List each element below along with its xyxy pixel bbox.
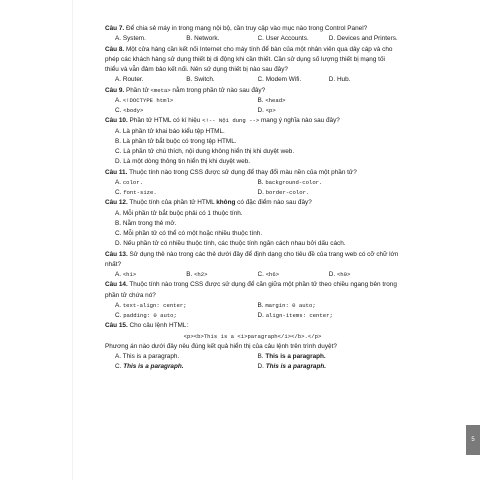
answer-options: [105, 270, 400, 280]
option-code: <h0>: [336, 271, 351, 278]
option-label: D.: [257, 363, 264, 371]
option-label: A.: [115, 76, 122, 84]
question-block: [105, 45, 400, 86]
option-text: Hub.: [336, 76, 351, 84]
option-label: A.: [115, 271, 122, 278]
answer-option: [115, 219, 400, 229]
option-text: Là phần tử khai báo kiểu tệp HTML.: [122, 127, 225, 135]
question-number: Câu 14.: [105, 281, 128, 289]
question-block: [105, 168, 400, 199]
option-text: This is a paragraph.: [265, 353, 326, 360]
question-block: [105, 24, 400, 45]
option-label: C.: [115, 312, 122, 319]
answer-option: [115, 127, 400, 137]
question-stem: [105, 45, 400, 76]
option-label: B.: [186, 35, 193, 43]
answer-option: [186, 270, 257, 280]
answer-options: [105, 75, 400, 85]
answer-option: [258, 75, 329, 85]
option-label: D.: [115, 158, 122, 166]
option-label: A.: [115, 127, 122, 135]
answer-option: [115, 362, 258, 372]
option-label: A.: [115, 35, 122, 43]
question-number: Câu 10.: [105, 117, 128, 125]
answer-option: [115, 75, 186, 85]
answer-option: [258, 188, 401, 198]
question-number: Câu 8.: [105, 45, 125, 53]
option-label: C.: [115, 230, 122, 237]
answer-option: [115, 106, 258, 116]
question-text: Để chia sẻ máy in trong mạng nội bộ, cần truy cập vào mục nào trong Control Panel?: [125, 25, 368, 32]
answer-option: [258, 178, 401, 188]
question-text: Thuộc tính nào trong CSS được sử dụng để thay đổi màu nền của một phần tử?: [129, 168, 357, 176]
option-text: Nếu phần tử có nhiều thuộc tính, các thuộc tính ngăn cách nhau bởi dấu cách.: [123, 240, 346, 248]
option-code: <h2>: [194, 271, 208, 278]
answer-options: [105, 34, 400, 44]
question-text: Một cửa hàng cần kết nối Internet cho máy tính để bàn của một nhân viên qua dây cáp và cho phép các khách hàng sử dụng thiết bị di động khi cần thiết. Cần sử dụng số lượng thiết bị mạng tối thiểu và vẫn đảm bảo kết nối. Nên sử dụng thiết bị nào sau đây?: [105, 45, 393, 73]
question-stem: [105, 24, 400, 34]
option-code: <head>: [265, 96, 286, 104]
option-label: D.: [257, 312, 264, 319]
question-block: [105, 250, 400, 281]
html-code-line: <p><b>This is a <i>paragraph</i></b>.</p>: [183, 332, 322, 340]
option-label: C.: [115, 148, 122, 155]
answer-option: [115, 137, 400, 147]
option-code: color.: [122, 178, 143, 186]
question-number: Câu 12.: [105, 199, 128, 207]
option-text: User Accounts.: [265, 35, 309, 43]
option-label: B.: [257, 301, 264, 309]
answer-option: [115, 301, 258, 311]
question-text-pre: Phần tử: [125, 86, 151, 94]
question-code: <!-- Nội dung -->: [202, 117, 260, 125]
question-stem: [105, 116, 400, 126]
question-text: Sử dụng thẻ nào trong các thẻ dưới đây để định dạng cho tiêu đề của trang web có cỡ chữ lớn nhất?: [105, 250, 399, 268]
question-followup: Phương án nào dưới đây nêu đúng kết quả hiển thị của câu lệnh trên trình duyệt?: [105, 342, 337, 350]
option-label: A.: [115, 178, 122, 186]
question-block: [105, 280, 400, 321]
question-text-pre: Phần tử HTML có kí hiệu: [129, 117, 203, 125]
option-label: A.: [115, 353, 122, 360]
option-label: D.: [257, 189, 264, 196]
option-text: This is a paragraph.: [123, 363, 184, 371]
option-text: Switch.: [194, 76, 215, 84]
answer-option: [258, 34, 329, 44]
question-code: <meta>: [150, 86, 171, 94]
option-text: This is a paragraph.: [265, 363, 327, 371]
question-stem: [105, 86, 400, 96]
option-code: align-items: center;: [265, 312, 333, 319]
answer-option: [115, 188, 258, 198]
answer-option: [258, 301, 401, 311]
answer-option: [329, 75, 400, 85]
option-text: Mỗi phần tử có thể có một hoặc nhiều thuộc tính.: [123, 230, 263, 237]
option-text: Mỗi phần tử bắt buộc phải có 1 thuộc tính.: [122, 209, 243, 217]
answer-options: [105, 209, 400, 250]
answer-options: [105, 127, 400, 168]
option-code: <h6>: [265, 271, 280, 278]
option-text: System.: [122, 35, 146, 43]
answer-option: [258, 96, 401, 106]
question-stem: [105, 280, 400, 301]
answer-option: [258, 106, 401, 116]
option-label: B.: [115, 137, 122, 145]
option-code: border-color.: [265, 189, 310, 196]
option-text: Network.: [194, 35, 220, 43]
question-text-pre: Thuộc tính của phần tử HTML: [129, 199, 217, 207]
option-text: Là một dòng thông tin hiển thị khi duyệt web.: [123, 158, 251, 166]
option-code: text-align: center;: [122, 301, 187, 309]
question-block: [105, 321, 400, 372]
page-number: 5: [471, 437, 475, 443]
answer-option: [115, 239, 400, 249]
question-text: Cho câu lệnh HTML:: [129, 322, 189, 330]
question-text-post: có đặc điểm nào sau đây?: [235, 199, 312, 207]
option-code: <!DOCTYPE html>: [122, 96, 174, 104]
option-code: background-color.: [265, 178, 323, 186]
option-code: padding: 0 auto;: [123, 312, 177, 319]
answer-option: [115, 34, 186, 44]
question-block: [105, 116, 400, 167]
question-number: Câu 15.: [105, 322, 128, 330]
option-label: A.: [115, 209, 122, 217]
option-label: A.: [115, 96, 122, 104]
answer-options: [105, 178, 400, 199]
question-block: [105, 86, 400, 117]
option-code: <h1>: [122, 271, 137, 278]
option-label: D.: [328, 76, 336, 84]
option-code: font-size.: [123, 189, 157, 196]
option-label: C.: [115, 363, 122, 371]
question-stem: [105, 250, 400, 271]
question-text-post: nằm trong phần tử nào sau đây?: [170, 86, 266, 94]
question-list: [105, 24, 400, 373]
answer-option: [115, 96, 258, 106]
answer-option: [186, 34, 257, 44]
answer-option: [329, 270, 400, 280]
option-label: D.: [115, 240, 122, 248]
option-label: D.: [328, 271, 336, 278]
answer-option: [115, 229, 400, 239]
option-code: <body>: [123, 107, 144, 114]
question-text-post: mang ý nghĩa nào sau đây?: [259, 117, 340, 125]
question-stem: [105, 321, 400, 331]
answer-option: [258, 311, 401, 321]
option-text: Modem Wifi.: [265, 76, 302, 84]
option-label: B.: [257, 96, 264, 104]
answer-option: [258, 270, 329, 280]
option-label: C.: [257, 271, 264, 278]
option-text: Là phần tử chú thích, nội dung không hiển thị khi duyệt web.: [123, 148, 295, 155]
answer-option: [115, 178, 258, 188]
option-text: This is a paragraph.: [122, 353, 180, 360]
answer-options: [105, 352, 400, 373]
question-number: Câu 9.: [105, 86, 125, 94]
option-label: C.: [257, 76, 264, 84]
option-text: Router.: [122, 76, 144, 84]
option-code: margin: 0 auto;: [265, 301, 316, 309]
option-text: Là phần tử bắt buộc có trong tệp HTML.: [122, 137, 237, 145]
answer-option: [186, 75, 257, 85]
option-label: B.: [257, 353, 264, 360]
option-label: B.: [257, 178, 264, 186]
answer-options: [105, 301, 400, 322]
question-emphasis: không: [216, 199, 236, 207]
answer-option: [115, 352, 258, 362]
option-label: C.: [115, 107, 122, 114]
question-stem: [105, 168, 400, 178]
question-number: Câu 7.: [105, 25, 125, 32]
question-number: Câu 13.: [105, 250, 128, 258]
page-gutter: [72, 0, 73, 480]
question-stem: [105, 198, 400, 208]
page-number-tab: [466, 425, 480, 455]
question-block: [105, 198, 400, 249]
option-label: B.: [115, 219, 122, 227]
option-label: D.: [328, 35, 336, 43]
answer-option: [115, 311, 258, 321]
option-label: D.: [257, 107, 264, 114]
question-text: Thuộc tính nào trong CSS được sử dụng để căn giữa một phần tử theo chiều ngang bên trong phần tử chứa nó?: [105, 281, 397, 299]
answer-option: [258, 352, 401, 362]
answer-option: [115, 270, 186, 280]
option-code: <p>: [265, 107, 276, 114]
option-text: Nằm trong thẻ mở.: [122, 219, 177, 227]
option-text: Devices and Printers.: [336, 35, 398, 43]
answer-option: [115, 209, 400, 219]
question-number: Câu 11.: [105, 168, 128, 176]
answer-option: [115, 157, 400, 167]
answer-option: [115, 147, 400, 157]
option-label: C.: [257, 35, 264, 43]
answer-options: [105, 96, 400, 117]
option-label: B.: [186, 76, 193, 84]
answer-option: [258, 362, 401, 372]
option-label: C.: [115, 189, 122, 196]
answer-option: [329, 34, 400, 44]
option-label: A.: [115, 301, 122, 309]
option-label: B.: [186, 271, 193, 278]
